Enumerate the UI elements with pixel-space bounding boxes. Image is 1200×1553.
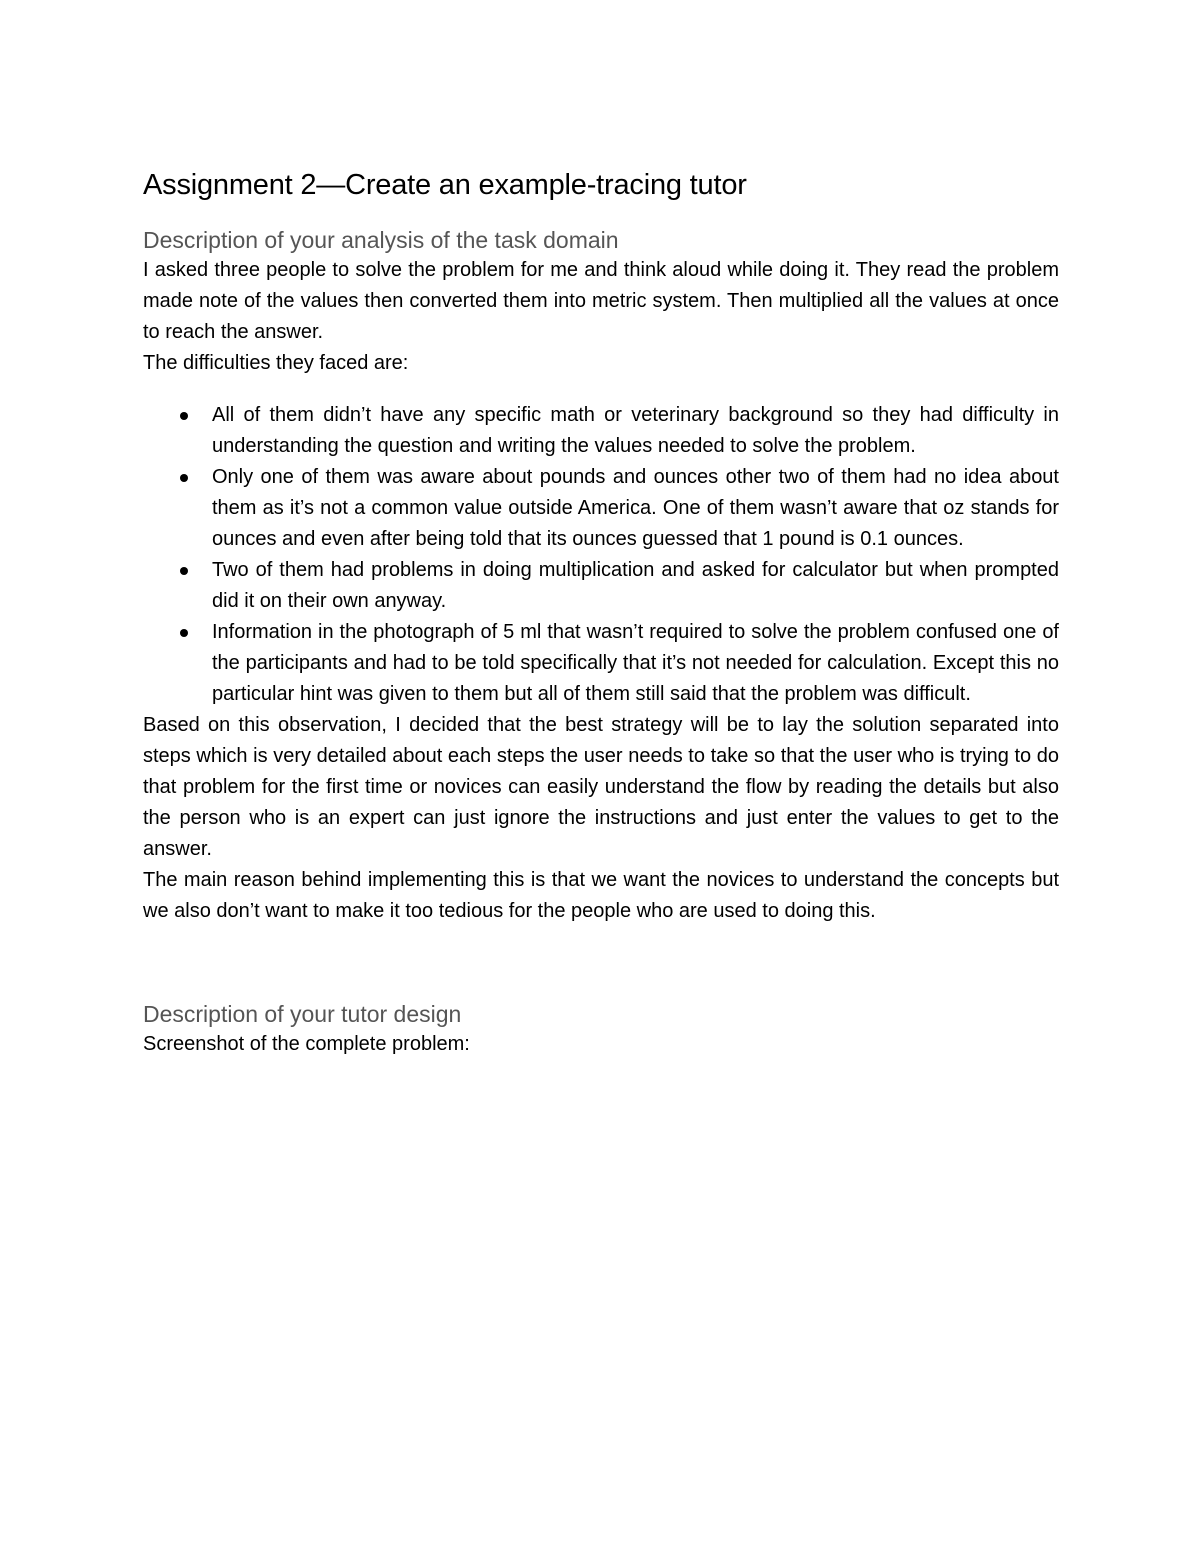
bullet-icon [180,412,188,420]
paragraph-think-aloud: I asked three people to solve the problem for me and think aloud while doing it. They read the problem made note of the values then converted them into metric system. Then multiplied all the values at once to reach the answer. [143,259,1059,343]
list-item-text: Information in the photograph of 5 ml that wasn’t required to solve the problem confused one of the participants and had to be told specifically that it’s not needed for calculation. Except this no particular hint was given to them but all of them still said that the problem was difficult. [212,621,1059,705]
bullet-icon [180,474,188,482]
list-item [143,462,1059,555]
section-heading-task-analysis: Description of your analysis of the task domain [143,227,619,253]
list-item [143,400,1059,462]
difficulties-list [143,400,1059,710]
bullet-icon [180,629,188,637]
document-title: Assignment 2—Create an example-tracing tutor [143,169,747,201]
paragraph-reason: The main reason behind implementing this is that we want the novices to understand the concepts but we also don’t want to make it too tedious for the people who are used to doing this. [143,869,1059,922]
list-item [143,617,1059,710]
list-item-text: All of them didn’t have any specific math or veterinary background so they had difficulty in understanding the question and writing the values needed to solve the problem. [212,404,1059,457]
bullet-icon [180,567,188,575]
section-heading-tutor-design: Description of your tutor design [143,1001,462,1027]
list-item [143,555,1059,617]
section-spacer [143,927,1059,999]
list-item-text: Only one of them was aware about pounds and ounces other two of them had no idea about them as it’s not a common value outside America. One of them wasn’t aware that oz stands for ounces and even after being told that its ounces guessed that 1 pound is 0.1 ounces. [212,466,1059,550]
paragraph-strategy: Based on this observation, I decided that the best strategy will be to lay the solution separated into steps which is very detailed about each steps the user needs to take so that the user who is trying to do that problem for the first time or novices can easily understand the flow by reading the details but also the person who is an expert can just ignore the instructions and just enter the values to get to the answer. [143,714,1059,860]
document-content [143,166,1059,1060]
list-item-text: Two of them had problems in doing multiplication and asked for calculator but when prompted did it on their own anyway. [212,559,1059,612]
paragraph-difficulties-intro: The difficulties they faced are: [143,352,409,374]
paragraph-screenshot-caption: Screenshot of the complete problem: [143,1033,470,1055]
